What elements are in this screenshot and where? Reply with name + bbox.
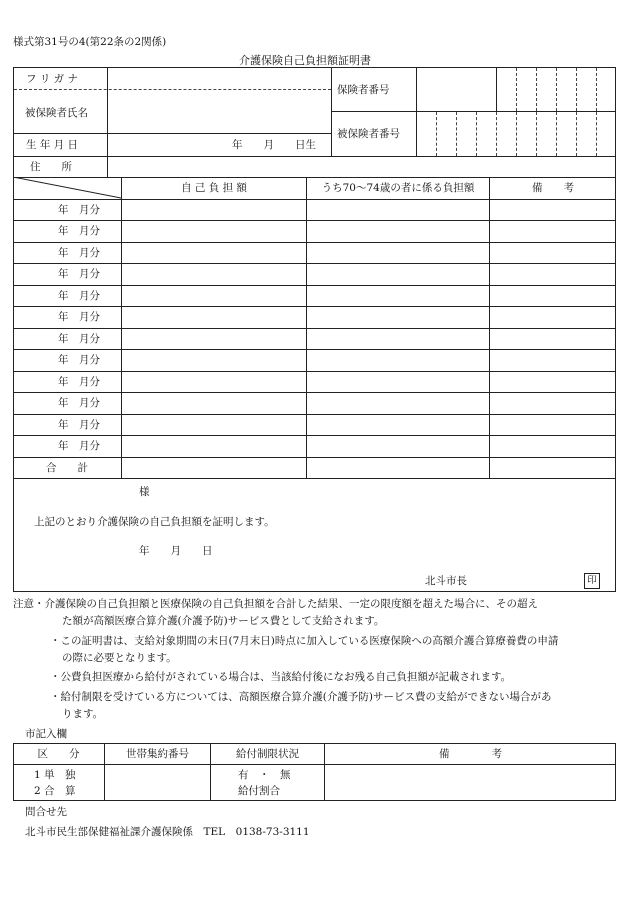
insurer-digit-dash [556,68,557,111]
certification-date: 年 月 日 [139,545,213,557]
form-number: 様式第31号の4(第22条の2関係) [13,36,167,48]
seal-mark: 印 [584,573,600,589]
city-col-remarks: 備 考 [439,748,502,760]
label-divider [107,67,108,177]
total-label: 合 計 [46,462,88,474]
row-line [13,242,616,243]
insurer-number-label: 保険者番号 [337,84,390,96]
city-section-heading: 市記入欄 [25,728,67,740]
city-col-category: 区 分 [37,748,80,760]
table-bottom-line [13,478,616,479]
insured-digit-dash [556,112,557,156]
month-label: 年 月分 [58,204,100,216]
note-line: 注意・介護保険の自己負担額と医療保険の自己負担額を合計した結果、一定の限度額を超えた場合に、その超え [13,598,538,610]
insurer-row-line [331,111,616,112]
row-line [13,220,616,221]
certification-statement: 上記のとおり介護保険の自己負担額を証明します。 [34,516,275,528]
city-col-household: 世帯集約番号 [126,748,189,760]
insured-number-label: 被保険者番号 [337,128,400,140]
row-line [13,285,616,286]
name-bottom-line [13,133,331,134]
col-header-remarks: 備 考 [532,182,574,194]
note-line: た額が高額医療合算介護(介護予防)サービス費として支給されます。 [62,615,385,627]
month-label: 年 月分 [58,290,100,302]
note-line: ・給付制限を受けている方については、高額医療合算介護(介護予防)サービス費の支給ができない場合があ [50,691,552,703]
month-label: 年 月分 [58,225,100,237]
sama-label: 様 [139,486,150,498]
month-label: 年 月分 [58,268,100,280]
insured-digit-dash [536,112,537,156]
month-label: 年 月分 [58,419,100,431]
row-line [13,306,616,307]
month-label: 年 月分 [58,247,100,259]
month-label: 年 月分 [58,354,100,366]
row-line [13,435,616,436]
note-line: ・公費負担医療から給付がされている場合は、当該給付後になお残る自己負担額が記載されます。 [50,671,512,683]
insurer-digit-dash [536,68,537,111]
insurer-digit-dash [516,68,517,111]
insured-digit-dash [596,112,597,156]
birth-date-format: 年 月 日生 [232,139,316,151]
month-label: 年 月分 [58,397,100,409]
note-line: の際に必要となります。 [62,652,177,664]
month-label: 年 月分 [58,311,100,323]
insurer-digit-dash [596,68,597,111]
page-title: 介護保険自己負担額証明書 [239,54,371,67]
row-line [13,457,616,458]
category-single: 1 単 独 [34,769,76,781]
row-line [13,392,616,393]
col-header-70-74: うち70～74歳の者に係る負担額 [321,182,475,194]
birth-bottom-line [13,156,616,157]
birth-date-label: 生 年 月 日 [26,139,79,151]
month-label: 年 月分 [58,376,100,388]
insured-digit-dash [476,112,477,156]
corner-diagonal [13,177,122,199]
row-line [13,263,616,264]
insurer-digit-dash [576,68,577,111]
row-line [13,199,616,200]
furigana-label: フ リ ガ ナ [26,73,79,85]
category-combined: 2 合 算 [34,785,76,797]
row-line [13,414,616,415]
city-col-restriction: 給付制限状況 [236,748,299,760]
benefit-ratio: 給付割合 [238,785,280,797]
contact-text: 北斗市民生部保健福祉課介護保険係 TEL 0138-73-3111 [25,826,310,838]
address-label: 住 所 [30,161,72,173]
insured-digit-dash [516,112,517,156]
row-line [13,328,616,329]
note-line: ります。 [62,708,104,720]
insured-digit-dash [496,112,497,156]
insured-name-label: 被保険者氏名 [25,107,88,119]
mayor-label: 北斗市長 [425,575,467,587]
insured-digit-dash [456,112,457,156]
insurer-digit-solid [496,67,497,111]
month-label: 年 月分 [58,333,100,345]
restriction-yes-no: 有 ・ 無 [238,769,291,781]
contact-heading: 問合せ先 [25,806,67,818]
note-line: ・この証明書は、支給対象期間の末日(7月末日)時点に加入している医療保険への高額介護合算療養費の申請 [50,635,559,647]
insured-digit-dash [576,112,577,156]
col-header-self-pay: 自 己 負 担 額 [181,182,247,194]
month-label: 年 月分 [58,440,100,452]
insured-digit-dash [436,112,437,156]
furigana-dash [14,89,331,90]
row-line [13,371,616,372]
row-line [13,349,616,350]
